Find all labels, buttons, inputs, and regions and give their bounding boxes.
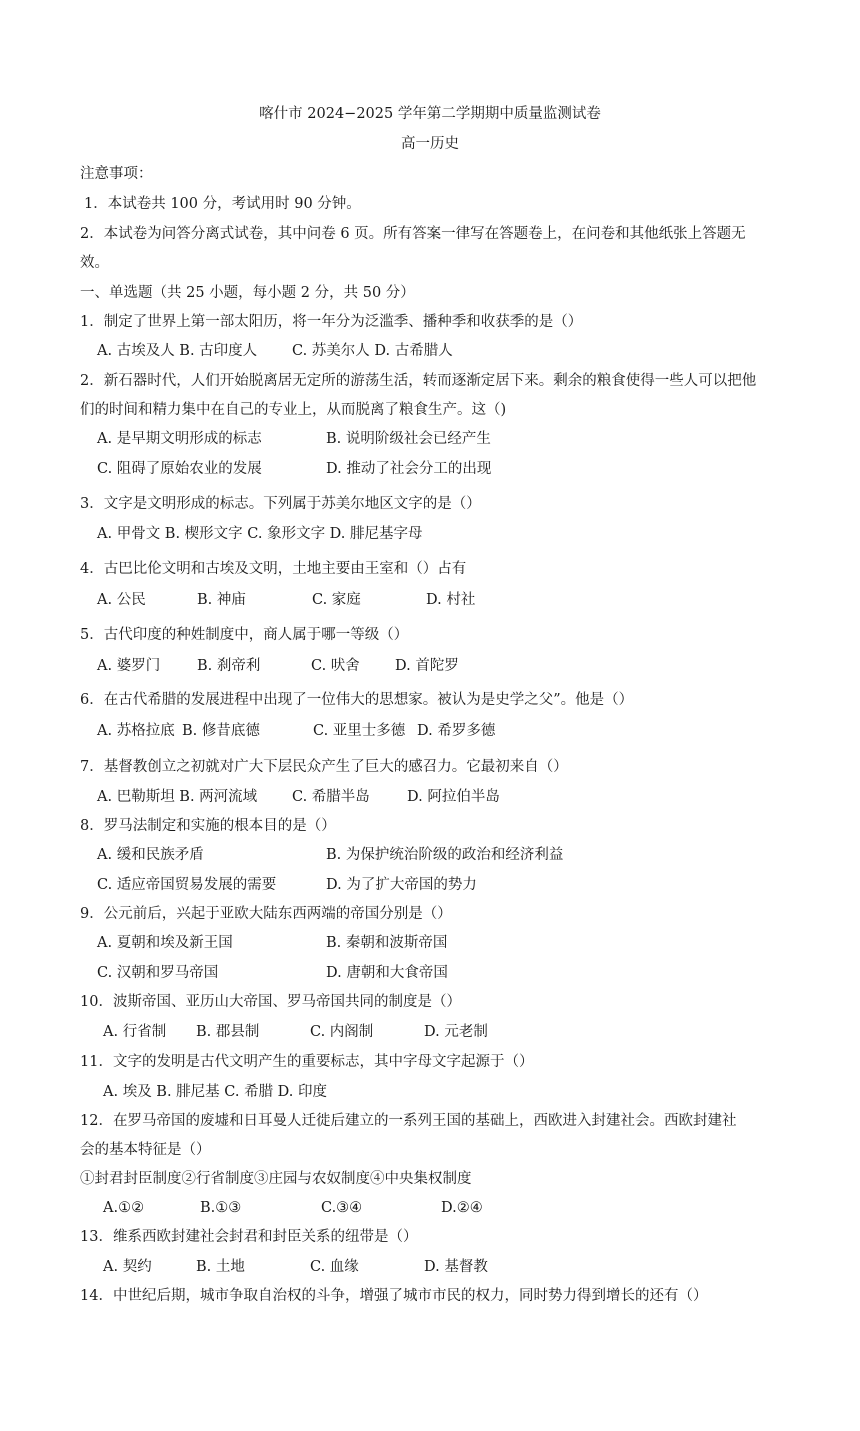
question-6-option: C. 亚里士多德 xyxy=(313,723,406,739)
question-12-stem-cont: 会的基本特征是（） xyxy=(80,1142,211,1158)
question-10-option: C. 内阁制 xyxy=(310,1024,374,1040)
question-11-option: A. 埃及 B. 腓尼基 C. 希腊 D. 印度 xyxy=(103,1084,328,1100)
question-1-stem: 1．制定了世界上第一部太阳历，将一年分为泛滥季、播种季和收获季的是（） xyxy=(80,314,583,330)
question-4-option: B. 神庙 xyxy=(197,592,246,608)
question-4-stem: 4．古巴比伦文明和古埃及文明，土地主要由王室和（）占有 xyxy=(80,561,467,577)
question-10-option: D. 元老制 xyxy=(424,1024,488,1040)
question-5-option: D. 首陀罗 xyxy=(395,658,459,674)
question-5-option: B. 刹帝利 xyxy=(197,658,261,674)
question-8-option: D. 为了扩大帝国的势力 xyxy=(326,877,477,893)
question-2-option: B. 说明阶级社会已经产生 xyxy=(326,431,491,447)
question-6-option: A. 苏格拉底 xyxy=(97,723,175,739)
question-7-stem: 7．基督教创立之初就对广大下层民众产生了巨大的感召力。它最初来自（） xyxy=(80,759,568,775)
question-6-stem: 6．在古代希腊的发展进程中出现了一位伟大的思想家。被认为是史学之父”。他是（） xyxy=(80,692,634,708)
question-9-option: B. 秦朝和波斯帝国 xyxy=(326,935,448,951)
question-12-option: C.③④ xyxy=(321,1200,363,1216)
question-9-option: A. 夏朝和埃及新王国 xyxy=(97,935,233,951)
question-13-option: A. 契约 xyxy=(103,1259,152,1275)
notes-item-2: 2．本试卷为问答分离式试卷，其中问卷 6 页。所有答案一律写在答题卷上，在问卷和其他纸张上答题无 xyxy=(80,226,746,242)
notes-heading: 注意事项： xyxy=(80,166,153,182)
question-2-option: A. 是早期文明形成的标志 xyxy=(97,431,262,447)
exam-subject: 高一历史 xyxy=(401,136,459,152)
question-9-option: D. 唐朝和大食帝国 xyxy=(326,965,448,981)
notes-item-1: 1．本试卷共 100 分，考试用时 90 分钟。 xyxy=(84,196,361,212)
question-2-stem: 2．新石器时代，人们开始脱离居无定所的游荡生活，转而逐渐定居下来。剩余的粮食使得一些人可以把他 xyxy=(80,373,757,389)
exam-title: 喀什市 2024−2025 学年第二学期期中质量监测试卷 xyxy=(259,106,601,122)
question-5-option: A. 婆罗门 xyxy=(97,658,161,674)
question-8-option: A. 缓和民族矛盾 xyxy=(97,847,204,863)
question-4-option: A. 公民 xyxy=(97,592,146,608)
question-4-option: D. 村社 xyxy=(426,592,476,608)
question-5-option: C. 吠舍 xyxy=(311,658,360,674)
question-2-option: D. 推动了社会分工的出现 xyxy=(326,461,492,477)
question-12-option: B.①③ xyxy=(200,1200,242,1216)
question-14-stem: 14．中世纪后期，城市争取自治权的斗争，增强了城市市民的权力，同时势力得到增长的还有（） xyxy=(80,1288,708,1304)
question-11-stem: 11．文字的发明是古代文明产生的重要标志，其中字母文字起源于（） xyxy=(80,1054,534,1070)
question-8-stem: 8．罗马法制定和实施的根本目的是（） xyxy=(80,818,336,834)
question-10-option: A. 行省制 xyxy=(103,1024,167,1040)
question-7-option: D. 阿拉伯半岛 xyxy=(407,789,500,805)
question-1-option: A. 古埃及人 B. 古印度人 xyxy=(97,343,258,359)
question-7-option: A. 巴勒斯坦 B. 两河流域 xyxy=(97,789,258,805)
question-4-option: C. 家庭 xyxy=(312,592,361,608)
question-6-option: D. 希罗多德 xyxy=(417,723,496,739)
question-10-stem: 10．波斯帝国、亚历山大帝国、罗马帝国共同的制度是（） xyxy=(80,994,461,1010)
question-1-option: C. 苏美尔人 D. 古希腊人 xyxy=(292,343,453,359)
question-3-stem: 3．文字是文明形成的标志。下列属于苏美尔地区文字的是（） xyxy=(80,496,481,512)
question-9-stem: 9．公元前后，兴起于亚欧大陆东西两端的帝国分别是（） xyxy=(80,906,452,922)
question-13-option: B. 土地 xyxy=(196,1259,245,1275)
question-12-stem: 12．在罗马帝国的废墟和日耳曼人迁徙后建立的一系列王国的基础上，西欧进入封建社会。西欧封建社 xyxy=(80,1113,737,1129)
question-3-option: A. 甲骨文 B. 楔形文字 C. 象形文字 D. 腓尼基字母 xyxy=(97,526,423,542)
question-13-option: D. 基督教 xyxy=(424,1259,488,1275)
question-7-option: C. 希腊半岛 xyxy=(292,789,370,805)
question-5-stem: 5．古代印度的种姓制度中，商人属于哪一等级（） xyxy=(80,627,409,643)
notes-item-2-cont: 效。 xyxy=(80,255,109,271)
question-10-option: B. 郡县制 xyxy=(196,1024,260,1040)
question-8-option: C. 适应帝国贸易发展的需要 xyxy=(97,877,277,893)
question-13-option: C. 血缘 xyxy=(310,1259,359,1275)
question-2-stem-cont: 们的时间和精力集中在自己的专业上，从而脱离了粮食生产。这（) xyxy=(80,402,507,418)
question-9-option: C. 汉朝和罗马帝国 xyxy=(97,965,219,981)
question-12-option: A.①② xyxy=(103,1200,145,1216)
question-12-option: D.②④ xyxy=(441,1200,483,1216)
question-13-stem: 13．维系西欧封建社会封君和封臣关系的纽带是（） xyxy=(80,1229,418,1245)
section-heading: 一、单选题（共 25 小题，每小题 2 分，共 50 分） xyxy=(80,285,415,301)
question-2-option: C. 阻碍了原始农业的发展 xyxy=(97,461,262,477)
question-6-option: B. 修昔底德 xyxy=(182,723,260,739)
question-8-option: B. 为保护统治阶级的政治和经济利益 xyxy=(326,847,564,863)
question-12-statements: ①封君封臣制度②行省制度③庄园与农奴制度④中央集权制度 xyxy=(80,1171,472,1187)
